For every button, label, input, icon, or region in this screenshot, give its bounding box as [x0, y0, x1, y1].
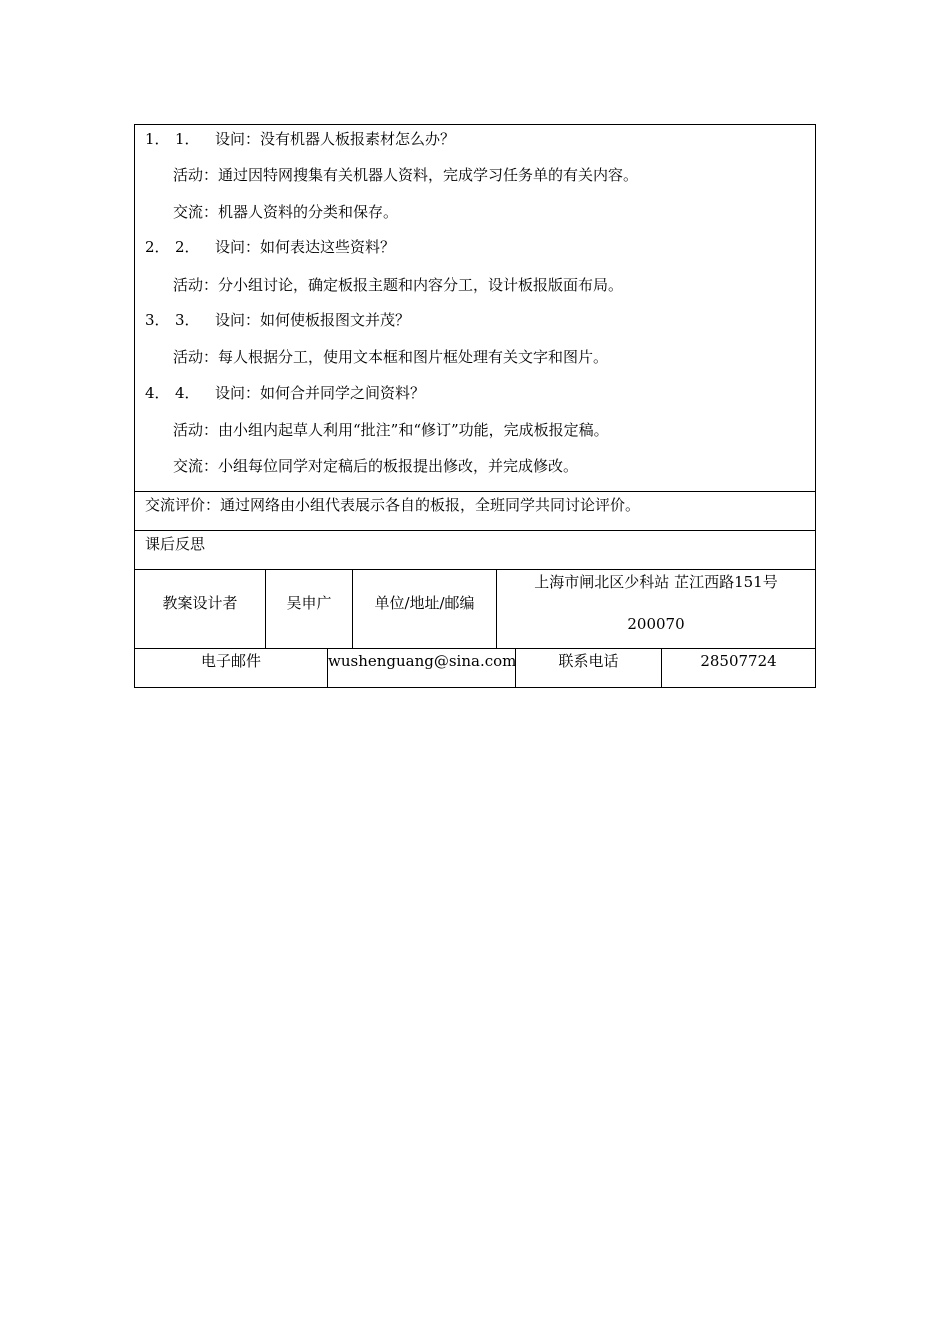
designer-name: 吴申广 [286, 594, 332, 612]
item-2-question [145, 237, 395, 257]
item-4-question [145, 383, 425, 403]
email-value-cell [328, 649, 516, 687]
designer-info-row [135, 570, 815, 649]
evaluation-row [135, 492, 815, 531]
item-4-question-text: 设问：如何合并同学之间资料？ [215, 384, 426, 402]
item-3-question-text: 设问：如何使板报图文并茂？ [215, 311, 411, 329]
reflection-row [135, 531, 815, 570]
item-1-exchange: 交流：机器人资料的分类和保存。 [173, 203, 399, 221]
item-1-outer-number: 1． [145, 130, 170, 148]
item-4-activity: 活动：由小组内起草人利用“批注”和“修订”功能，完成板报定稿。 [173, 421, 609, 439]
item-4-exchange: 交流：小组每位同学对定稿后的板报提出修改，并完成修改。 [173, 457, 579, 475]
item-2-question-text: 设问：如何表达这些资料？ [215, 238, 396, 256]
email-value: wushenguang@sina.com [328, 652, 517, 670]
item-4-inner-number: 4． [175, 384, 200, 402]
item-1-inner-number: 1． [175, 130, 200, 148]
phone-label-cell [516, 649, 662, 687]
evaluation-text: 交流评价：通过网络由小组代表展示各自的板报，全班同学共同讨论评价。 [145, 496, 641, 514]
item-3-outer-number: 3． [145, 311, 170, 329]
reflection-label: 课后反思 [145, 535, 206, 553]
email-label: 电子邮件 [200, 652, 261, 670]
unit-label-cell [353, 570, 497, 648]
designer-label-cell [135, 570, 266, 648]
item-1-activity: 活动：通过因特网搜集有关机器人资料，完成学习任务单的有关内容。 [173, 166, 639, 184]
item-2-outer-number: 2． [145, 238, 170, 256]
designer-name-cell [266, 570, 353, 648]
item-3-inner-number: 3． [175, 311, 200, 329]
lesson-plan-table [134, 124, 816, 688]
email-label-cell [135, 649, 328, 687]
contact-row [135, 649, 815, 687]
item-4-outer-number: 4． [145, 384, 170, 402]
item-1-question [145, 129, 455, 149]
item-2-inner-number: 2． [175, 238, 200, 256]
address-line-1: 上海市闸北区少科站 芷江西路151号 [534, 573, 778, 591]
phone-label: 联系电话 [558, 652, 619, 670]
phone-value: 28507724 [700, 652, 777, 670]
address-cell [497, 570, 815, 648]
item-3-question [145, 310, 410, 330]
unit-label: 单位/地址/邮编 [374, 594, 475, 612]
item-3-activity: 活动：每人根据分工，使用文本框和图片框处理有关文字和图片。 [173, 348, 609, 366]
designer-label: 教案设计者 [162, 594, 238, 612]
item-1-question-text: 设问：没有机器人板报素材怎么办？ [215, 130, 456, 148]
activities-section [135, 125, 815, 492]
address-line-2: 200070 [627, 615, 685, 633]
phone-value-cell [662, 649, 815, 687]
item-2-activity: 活动：分小组讨论，确定板报主题和内容分工，设计板报版面布局。 [173, 276, 624, 294]
